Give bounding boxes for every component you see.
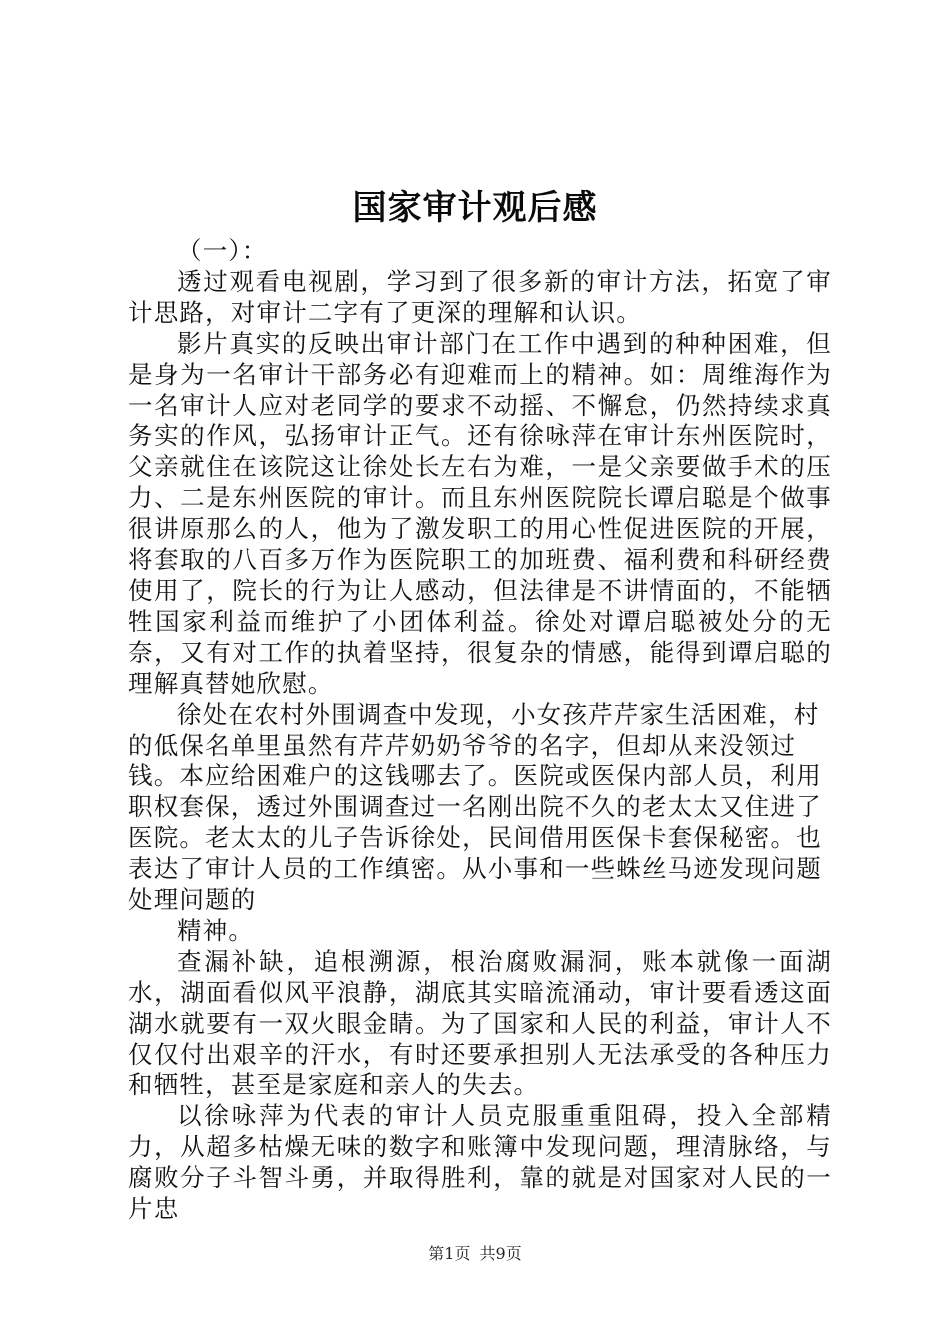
page-total: 共9页	[479, 1244, 522, 1263]
section-heading: （一）：	[177, 236, 268, 265]
paragraph: 精神。	[177, 915, 255, 945]
page-number: 第1页	[428, 1244, 471, 1263]
paragraph: 徐处在农村外围调查中发现，小女孩芹芹家生活困难，村的低保名单里虽然有芹芹奶奶爷爷的名字，但却从来没领过钱。本应给困难户的这钱哪去了。医院或医保内部人员，利用职权套保，透过外围调查过一名刚出院不久的老太太又住进了医院。老太太的儿子告诉徐处，民间借用医保卡套保秘密。也表达了审计人员的工作缜密。从小事和一些蛛丝马迹发现问题处理问题的	[128, 699, 822, 915]
document-title: 国家审计观后感	[352, 188, 598, 228]
paragraph: 查漏补缺，追根溯源，根治腐败漏洞，账本就像一面湖水，湖面看似风平浪静，湖底其实暗流涌动，审计要看透这面湖水就要有一双火眼金睛。为了国家和人民的利益，审计人不仅仅付出艰辛的汗水，有时还要承担别人无法承受的各种压力和牺牲，甚至是家庭和亲人的失去。	[128, 946, 832, 1100]
paragraph: 透过观看电视剧，学习到了很多新的审计方法，拓宽了审计思路，对审计二字有了更深的理解和认识。	[128, 266, 832, 327]
paragraph: 以徐咏萍为代表的审计人员克服重重阻碍，投入全部精力，从超多枯燥无味的数字和账簿中发现问题，理清脉络，与腐败分子斗智斗勇，并取得胜利，靠的就是对国家对人民的一片忠	[128, 1101, 832, 1224]
page-footer	[0, 1243, 950, 1265]
paragraph: 影片真实的反映出审计部门在工作中遇到的种种困难，但是身为一名审计干部务必有迎难而上的精神。如：周维海作为一名审计人应对老同学的要求不动摇、不懈怠，仍然持续求真务实的作风，弘扬审计正气。还有徐咏萍在审计东州医院时，父亲就住在该院这让徐处长左右为难，一是父亲要做手术的压力、二是东州医院的审计。而且东州医院院长谭启聪是个做事很讲原那么的人，他为了激发职工的用心性促进医院的开展，将套取的八百多万作为医院职工的加班费、福利费和科研经费使用了，院长的行为让人感动，但法律是不讲情面的，不能牺牲国家利益而维护了小团体利益。徐处对谭启聪被处分的无奈，又有对工作的执着坚持，很复杂的情感，能得到谭启聪的理解真替她欣慰。	[128, 328, 832, 698]
document-body	[128, 236, 832, 1225]
